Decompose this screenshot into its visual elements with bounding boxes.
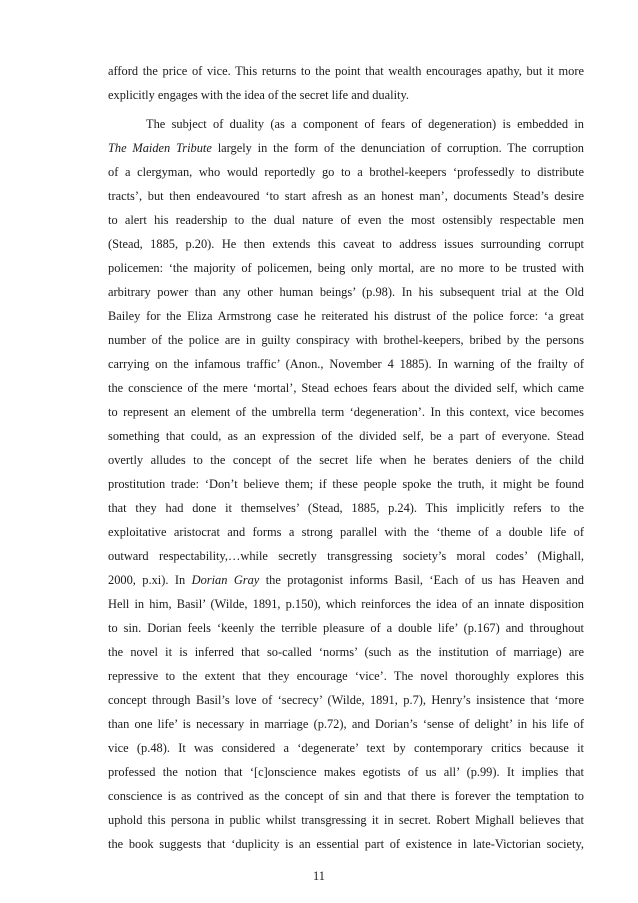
text-line	[108, 572, 584, 588]
text-line: the novel it is inferred that so-called ‘norms’ (such as the institution of marriage) are	[108, 645, 584, 659]
text-line: number of the police are in guilty conspiracy with brothel-keepers, bribed by the persons	[108, 333, 584, 347]
text-line: vice (p.48). It was considered a ‘degenerate’ text by contemporary critics because it	[108, 741, 584, 755]
text-line: to represent an element of the umbrella term ‘degeneration’. In this context, vice becomes	[108, 405, 584, 419]
text-line: to sin. Dorian feels ‘keenly the terrible pleasure of a double life’ (p.167) and throughout	[108, 621, 584, 635]
text-segment: 2000, p.xi). In	[108, 573, 192, 587]
italic-title: The Maiden Tribute	[108, 141, 212, 155]
text-line: prostitution trade: ‘Don’t believe them; if these people spoke the truth, it might be found	[108, 477, 584, 491]
text-line: arbitrary power than any other human beings’ (p.98). In his subsequent trial at the Old	[108, 285, 584, 299]
text-line: the book suggests that ‘duplicity is an essential part of existence in late-Victorian society,	[108, 837, 584, 851]
text-line: tracts’, but then endeavoured ‘to start afresh as an honest man’, documents Stead’s desire	[108, 189, 584, 203]
italic-title: Dorian Gray	[191, 573, 260, 587]
text-line: Hell in him, Basil’ (Wilde, 1891, p.150), which reinforces the idea of an innate disposition	[108, 597, 584, 611]
text-line: uphold this persona in public whilst transgressing it in secret. Robert Mighall believes that	[108, 813, 584, 827]
text-segment: the protagonist informs Basil, ‘Each of us has Heaven and	[259, 573, 584, 587]
text-line: of a clergyman, who would reportedly go to a brothel-keepers ‘professedly to distribute	[108, 165, 584, 179]
text-line: outward respectability,…while secretly transgressing society’s moral codes’ (Mighall,	[108, 549, 584, 563]
text-line: than one life’ is necessary in marriage (p.72), and Dorian’s ‘sense of delight’ in his life of	[108, 717, 584, 731]
text-line	[108, 140, 584, 156]
text-line: to alert his readership to the dual nature of even the most ostensibly respectable men	[108, 213, 584, 227]
text-line: The subject of duality (as a component of fears of degeneration) is embedded in	[146, 117, 584, 131]
text-segment: largely in the form of the denunciation of corruption. The corruption	[211, 141, 584, 155]
text-line: carrying on the infamous traffic’ (Anon., November 4 1885). In warning of the frailty of	[108, 357, 584, 371]
text-line: the conscience of the mere ‘mortal’, Stead echoes fears about the divided self, which came	[108, 381, 584, 395]
text-line: something that could, as an expression of the divided self, be a part of everyone. Stead	[108, 429, 584, 443]
text-line: overtly alludes to the concept of the secret life when he berates deniers of the child	[108, 453, 584, 467]
text-line: explicitly engages with the idea of the secret life and duality.	[108, 88, 409, 102]
text-line: exploitative aristocrat and forms a strong parallel with the ‘theme of a double life of	[108, 525, 584, 539]
text-line: afford the price of vice. This returns to the point that wealth encourages apathy, but it more	[108, 64, 584, 78]
text-line: conscience is as contrived as the concept of sin and that there is forever the temptation to	[108, 789, 584, 803]
text-line: professed the notion that ‘[c]onscience makes egotists of us all’ (p.99). It implies that	[108, 765, 584, 779]
text-line: that they had done it themselves’ (Stead, 1885, p.24). This implicitly refers to the	[108, 501, 584, 515]
text-line: concept through Basil’s love of ‘secrecy’ (Wilde, 1891, p.7), Henry’s insistence that ‘more	[108, 693, 584, 707]
text-line: policemen: ‘the majority of policemen, being only mortal, are no more to be trusted with	[108, 261, 584, 275]
text-line: Bailey for the Eliza Armstrong case he reiterated his distrust of the police force: ‘a great	[108, 309, 584, 323]
page-number: 11	[313, 869, 325, 883]
text-line: (Stead, 1885, p.20). He then extends this caveat to address issues surrounding corrupt	[108, 237, 584, 251]
text-line: repressive to the extent that they encourage ‘vice’. The novel thoroughly explores this	[108, 669, 584, 683]
